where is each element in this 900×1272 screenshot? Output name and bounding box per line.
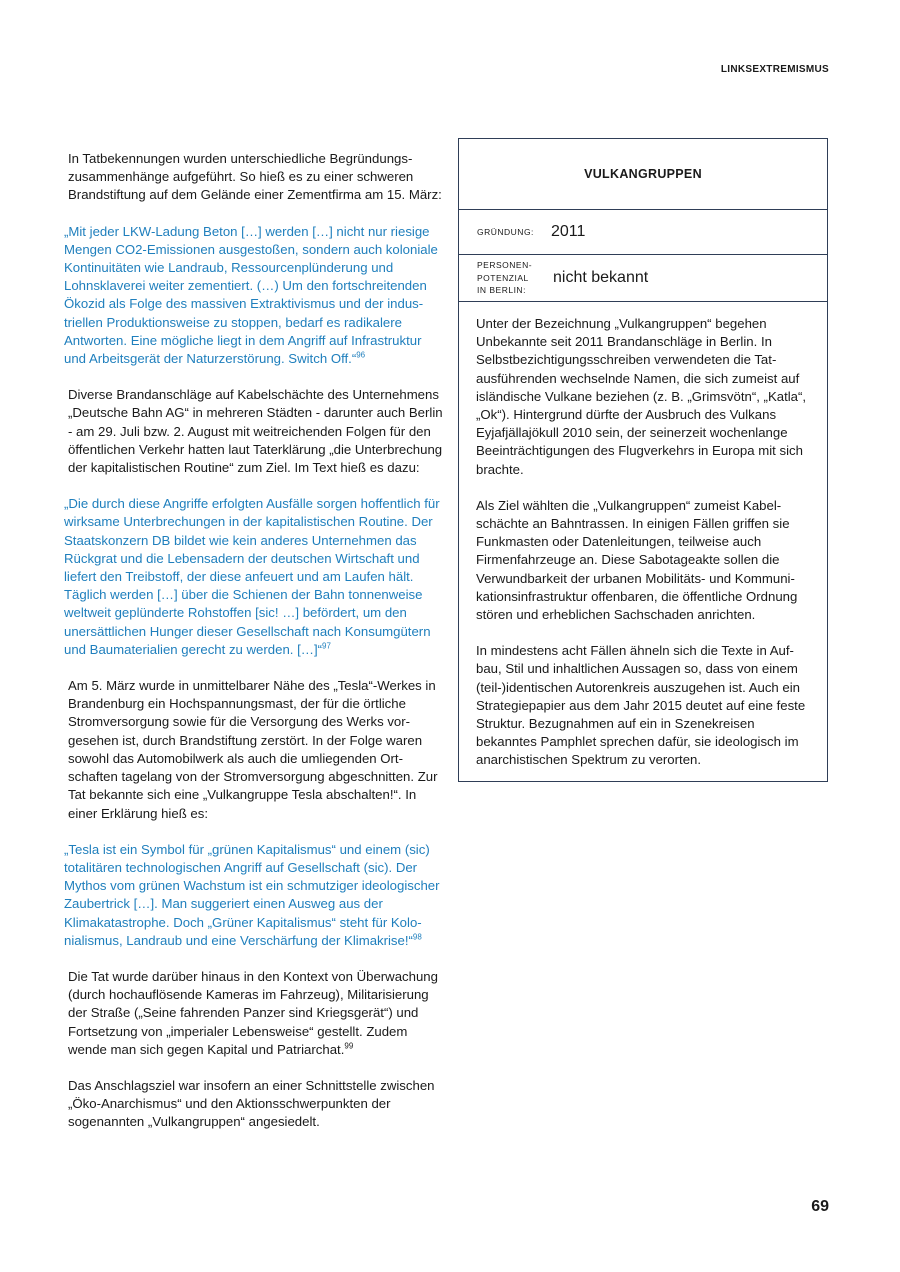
quote-paragraph: „Mit jeder LKW-Ladung Beton […] werden […] nicht nur riesige Mengen CO2-Emissionen ausgestoßen, sondern auch koloniale Kontinuitäten wie Landraub, Ressourcenplünderung und Lohnsklaverei weiter zementiert. (…) Um den fortschreitenden Ökozid als Folge des massiven Extraktivismus und der industriellen Produktionsweise zu stoppen, bedarf es radikalere Antworten. Eine mögliche liegt in dem Angriff auf Infrastruktur und Arbeitsgerät der Naturzerstörung. Switch Off.“$^{96}$ xyxy=(64,223,438,367)
members-row xyxy=(459,255,827,302)
quote-paragraph: „Die durch diese Angriffe erfolgten Ausfälle sorgen hoffentlich für wirksame Unterbrechungen in der kapitalistischen Routine. Der Staatskonzern DB bildet wie kein anderes Unternehmen das Rückgrat und die Lebensadern der deutschen Wirtschaft und liefert den Treibstoff, der diese anfeuert und am Laufen hält. Täglich werden […] über die Schienen der Bahn tonnenweise weltweit geplünderte Rohstoffen [sic! …] befördert, um den unersättlichen Hunger dieser Gesellschaft nach Konsumgütern und Baumaterialien gerecht zu werden. […]“$^{97}$ xyxy=(64,496,440,657)
founding-row xyxy=(459,210,827,255)
main-text-column xyxy=(64,150,443,1150)
body-paragraph: In Tatbekennungen wurden unterschiedliche Begründungszusammenhänge aufgeführt. So hieß es zu einer schweren Brandstiftung auf dem Gelände einer Zementfirma am 15. März: xyxy=(68,151,442,203)
body-paragraph: Das Anschlagsziel war insofern an einer Schnittstelle zwischen „Öko-Anarchismus“ und den Aktionsschwerpunkten der sogenannten „Vulkangruppen“ angesiedelt. xyxy=(68,1077,435,1130)
founding-label: GRÜNDUNG: xyxy=(477,226,534,237)
quote-paragraph: „Tesla ist ein Symbol für „grünen Kapitalismus“ und einem (sic) totalitären technologischen Angriff auf Gesellschaft (sic). Der Mythos vom grünen Wachstum ist ein schmutziger ideologischer Zaubertrick […]. Man suggeriert einen Ausweg aus der Klimakatastrophe. Doch „Grüner Kapitalismus“ steht für Kolonialismus, Landraub und eine Verschärfung der Klimakrise!“$^{98}$ xyxy=(64,841,440,948)
body-paragraph: Am 5. März wurde in unmittelbarer Nähe des „Tesla“-Werkes in Brandenburg ein Hochspannungsmast, der für die örtliche Stromversorgung sowie für die Versorgung des Werks vorgesehen ist, durch Brandstiftung zerstört. In der Folge waren sowohl das Automobilwerk als auch die umliegenden Ortschaften tagelang von der Stromversorgung abgeschnitten. Zur Tat bekannte sich eine „Vulkangruppe Tesla abschalten!“. In einer Erklärung hieß es: xyxy=(68,678,438,821)
running-head: LINKSEXTREMISMUS xyxy=(720,64,829,75)
body-paragraph: Die Tat wurde darüber hinaus in den Kontext von Überwachung (durch hochauflösende Kameras im Fahrzeug), Militarisierung der Straße („Seine fahrenden Panzer sind Kriegsgerät“) und Fortsetzung von „imperialer Lebensweise“ gestellt. Zudem wende man sich gegen Kapital und Patriarchat.$^{99}$ xyxy=(68,968,438,1057)
members-label: PERSONEN- POTENZIAL IN BERLIN: xyxy=(477,260,533,296)
footnote-ref: 97 xyxy=(322,641,331,651)
infobox-paragraph: In mindestens acht Fällen ähneln sich die Texte in Aufbau, Stil und inhaltlichen Aussagen so, dass von einem (teil-)identischen Autorenkreis auszugehen ist. Auch ein Strategiepapier aus dem Jahr 2015 deutet auf eine feste Struktur. Bezugnahmen auf ein in Szenekreisen bekanntes Pamphlet sprechen dafür, sie ideologisch im anarchistischen Spektrum zu verorten. xyxy=(476,643,806,768)
infobox-title: VULKANGRUPPEN xyxy=(459,139,827,210)
footnote-ref: 96 xyxy=(356,350,366,360)
footnote-ref: 99 xyxy=(344,1041,354,1051)
footnote-ref: 98 xyxy=(412,932,422,942)
infobox xyxy=(458,138,828,782)
infobox-paragraph: Unter der Bezeichnung „Vulkangruppen“ begehen Unbekannte seit 2011 Brandanschläge in Berlin. In Selbstbezichtigungsschreiben verwendeten die Tatausführenden wechselnde Namen, die sich zumeist auf isländische Vulkane beziehen (z. B. „Grimsvötn“, „Katla“, „Ok“). Hintergrund dürfte der Ausbruch des Vulkans Eyjafjällajökull 2010 sein, der seinerzeit wochenlange Beeinträchtigungen des Flugverkehrs in Europa mit sich brachte. xyxy=(476,316,807,477)
body-paragraph: Diverse Brandanschläge auf Kabelschächte des Unternehmens „Deutsche Bahn AG“ in mehreren Städten - darunter auch Berlin - am 29. Juli bzw. 2. August mit weitreichenden Folgen für den öffentlichen Verkehr hatten laut Taterklärung „die Unterbrechung der kapitalistischen Routine“ zum Ziel. Im Text hieß es dazu: xyxy=(68,387,443,476)
founding-value: 2011 xyxy=(551,223,586,240)
infobox-paragraph: Als Ziel wählten die „Vulkangruppen“ zumeist Kabelschächte an Bahntrassen. In einigen Fällen griffen sie Funkmasten oder Datenleitungen, teilweise auch Firmenfahrzeuge an. Diese Sabotageakte sollen die Verwundbarkeit der urbanen Mobilitäts- und Kommunikationsinfrastruktur offenbaren, die öffentliche Ordnung stören und erheblichen Sachschaden anrichten. xyxy=(476,497,798,623)
page-number: 69 xyxy=(811,1198,829,1215)
infobox-body xyxy=(459,302,827,770)
members-value: nicht bekannt xyxy=(553,269,649,286)
